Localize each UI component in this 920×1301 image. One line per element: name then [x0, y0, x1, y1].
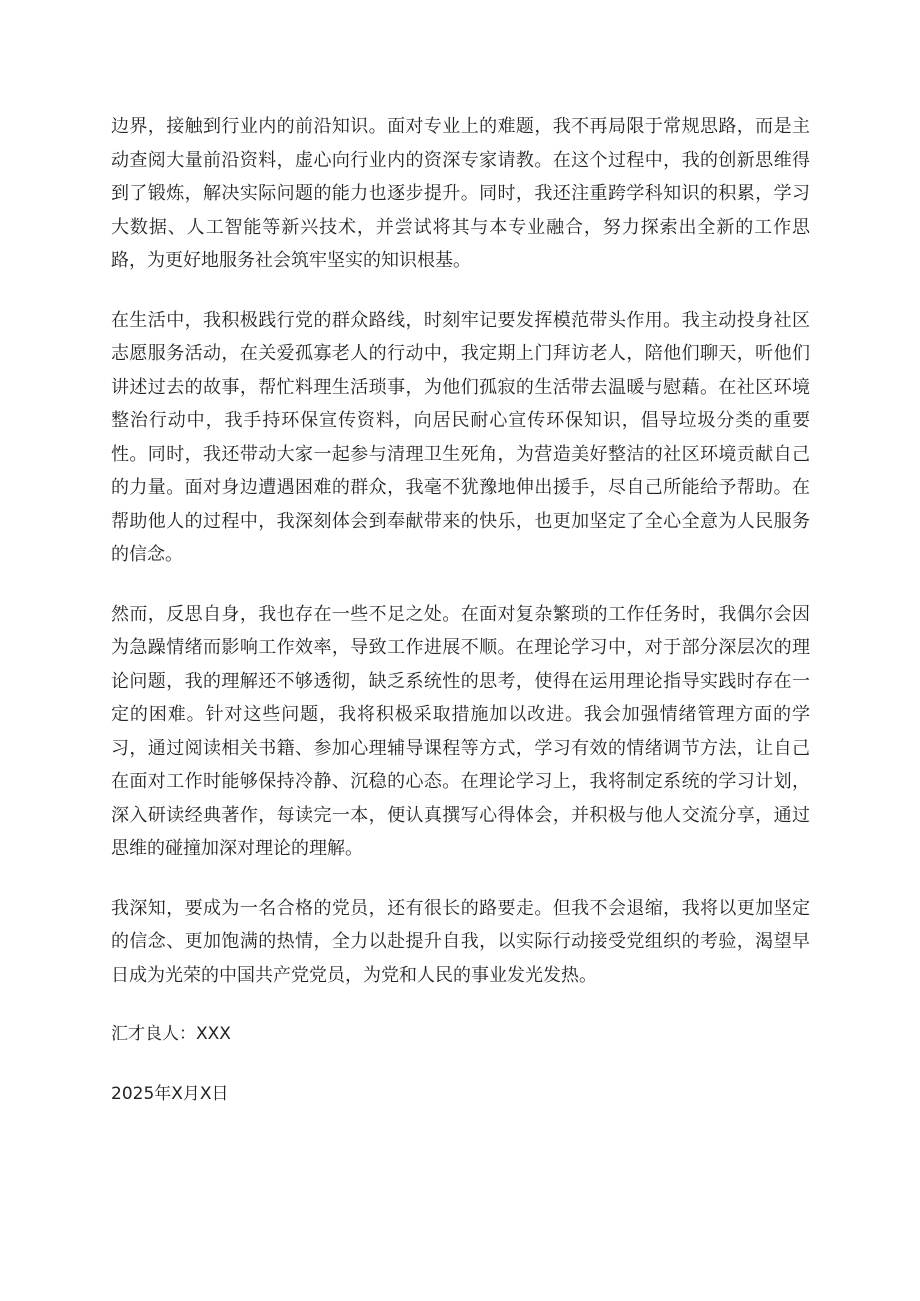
paragraph-2: 在生活中，我积极践行党的群众路线，时刻牢记要发挥模范带头作用。我主动投身社区志愿服务活动，在关爱孤寡老人的行动中，我定期上门拜访老人，陪他们聊天，听他们讲述过去的故事，帮忙料理生活琐事，为他们孤寂的生活带去温暖与慰藉。在社区环境整治行动中，我手持环保宣传资料，向居民耐心宣传环保知识，倡导垃圾分类的重要性。同时，我还带动大家一起参与清理卫生死角，为营造美好整洁的社区环境贡献自己的力量。面对身边遭遇困难的群众，我毫不犹豫地伸出援手，尽自己所能给予帮助。在帮助他人的过程中，我深刻体会到奉献带来的快乐，也更加坚定了全心全意为人民服务的信念。 [111, 309, 810, 565]
date-line: 2025年X月X日 [111, 1083, 229, 1104]
paragraph-3: 然而，反思自身，我也存在一些不足之处。在面对复杂繁琐的工作任务时，我偶尔会因为急躁情绪而影响工作效率，导致工作进展不顺。在理论学习中，对于部分深层次的理论问题，我的理解还不够透彻，缺乏系统性的思考，使得在运用理论指导实践时存在一定的困难。针对这些问题，我将积极采取措施加以改进。我会加强情绪管理方面的学习，通过阅读相关书籍、参加心理辅导课程等方式，学习有效的情绪调节方法，让自己在面对工作时能够保持冷静、沉稳的心态。在理论学习上，我将制定系统的学习计划，深入研读经典著作，每读完一本，便认真撰写心得体会，并积极与他人交流分享，通过思维的碰撞加深对理论的理解。 [111, 603, 810, 859]
signature-line: 汇才良人：XXX [111, 1024, 231, 1044]
document-body [111, 110, 810, 1128]
paragraph-1: 边界，接触到行业内的前沿知识。面对专业上的难题，我不再局限于常规思路，而是主动查阅大量前沿资料，虚心向行业内的资深专家请教。在这个过程中，我的创新思维得到了锻炼，解决实际问题的能力也逐步提升。同时，我还注重跨学科知识的积累，学习大数据、人工智能等新兴技术，并尝试将其与本专业融合，努力探索出全新的工作思路，为更好地服务社会筑牢坚实的知识根基。 [111, 116, 810, 271]
paragraph-4: 我深知，要成为一名合格的党员，还有很长的路要走。但我不会退缩，我将以更加坚定的信念、更加饱满的热情，全力以赴提升自我，以实际行动接受党组织的考验，渴望早日成为光荣的中国共产党党员，为党和人民的事业发光发热。 [111, 897, 810, 986]
